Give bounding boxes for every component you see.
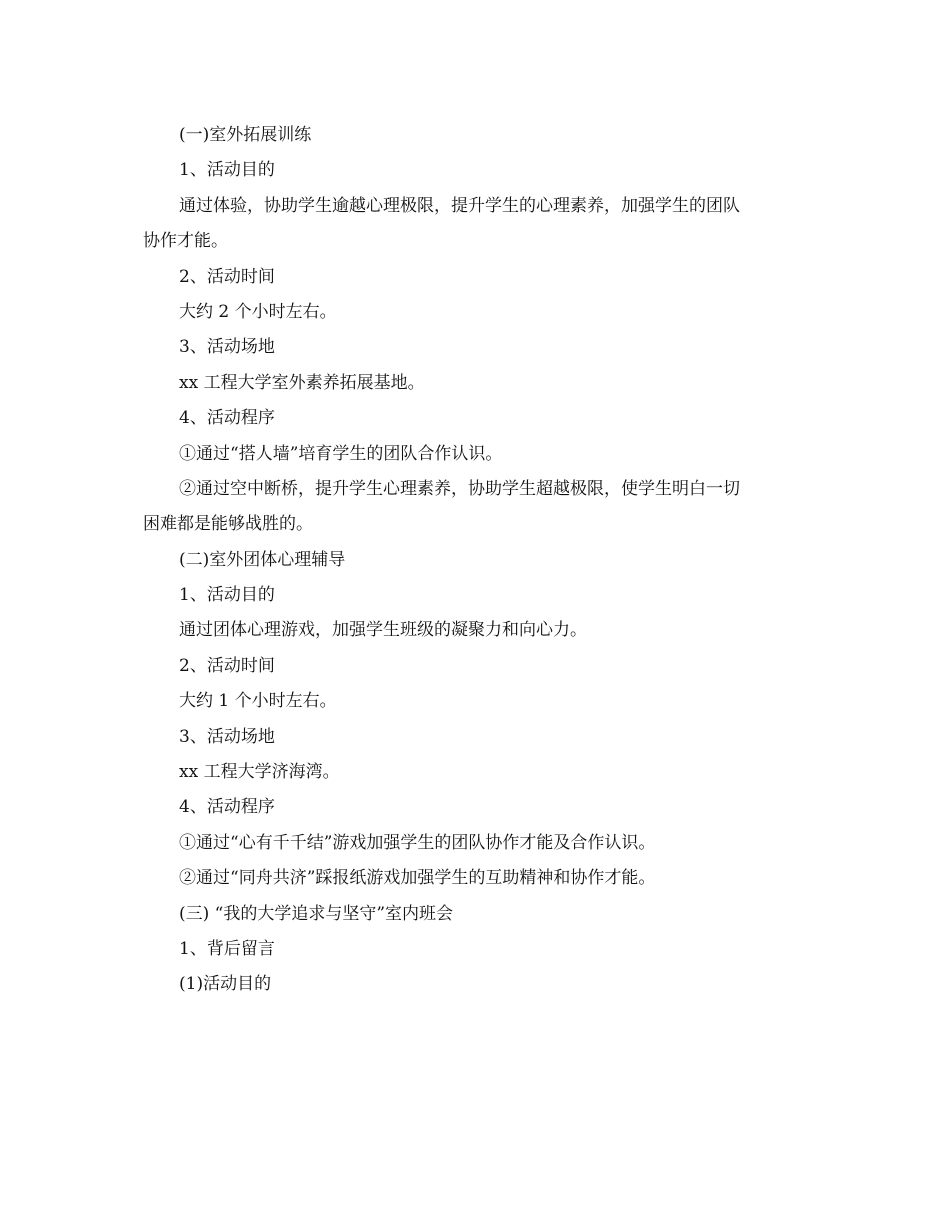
subheading-procedure: 4、活动程序 [179,797,275,818]
list-item: ①通过“搭人墙”培育学生的团队合作认识。 [179,443,503,464]
paragraph-line: xx 工程大学济海湾。 [179,762,340,783]
document-body [143,118,803,1003]
subheading-message: 1、背后留言 [179,938,275,959]
list-item: ②通过空中断桥，提升学生心理素养，协助学生超越极限，使学生明白一切 [179,478,740,499]
paragraph-line-continued: 协作才能。 [143,231,228,252]
paragraph-line: 大约 2 个小时左右。 [179,301,337,322]
list-item-continued: 困难都是能够战胜的。 [143,514,313,535]
subheading-procedure: 4、活动程序 [179,408,275,429]
section-heading-1: (一)室外拓展训练 [179,125,312,145]
paragraph-line: xx 工程大学室外素养拓展基地。 [179,372,425,393]
paragraph-line: 通过体验，协助学生逾越心理极限，提升学生的心理素养，加强学生的团队 [179,195,740,216]
section-heading-2: (二)室外团体心理辅导 [179,549,346,570]
subheading-purpose: (1)活动目的 [179,974,272,995]
section-heading-3: (三) “我的大学追求与坚守”室内班会 [179,903,454,924]
paragraph-line: 通过团体心理游戏，加强学生班级的凝聚力和向心力。 [179,620,587,641]
subheading-purpose: 1、活动目的 [179,585,275,606]
subheading-venue: 3、活动场地 [179,337,275,358]
subheading-purpose: 1、活动目的 [179,160,275,181]
list-item: ①通过“心有千千结”游戏加强学生的团队协作才能及合作认识。 [179,832,656,853]
subheading-time: 2、活动时间 [179,266,275,287]
subheading-venue: 3、活动场地 [179,726,275,747]
list-item: ②通过“同舟共济”踩报纸游戏加强学生的互助精神和协作才能。 [179,868,656,889]
paragraph-line: 大约 1 个小时左右。 [179,691,337,712]
subheading-time: 2、活动时间 [179,655,275,676]
